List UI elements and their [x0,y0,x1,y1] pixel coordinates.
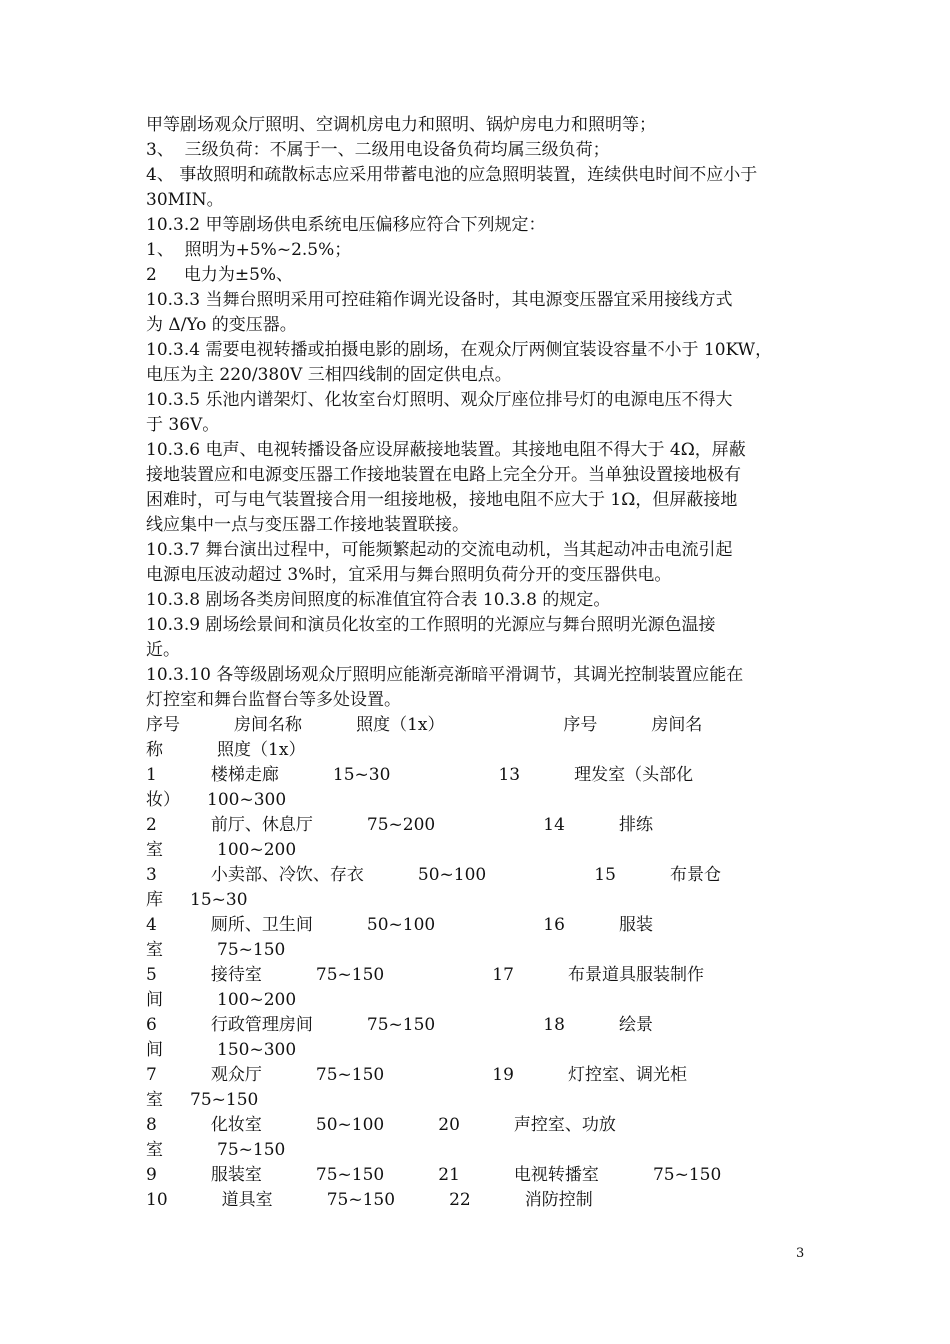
text-line: 灯控室和舞台监督台等多处设置。 [146,690,401,710]
table-row: 室 75~150 [146,940,286,960]
table-row: 7 观众厅 75~150 19 灯控室、调光柜 [146,1065,687,1085]
text-line: 近。 [146,640,180,660]
text-line: 困难时，可与电气装置接合用一组接地极，接地电阻不应大于 1Ω，但屏蔽接地 [146,490,738,510]
text-line: 于 36V。 [146,415,220,435]
text-line: 接地装置应和电源变压器工作接地装置在电路上完全分开。当单独设置接地极有 [146,465,741,485]
page-number: 3 [796,1246,805,1261]
text-line: 10.3.3 当舞台照明采用可控硅箱作调光设备时，其电源变压器宜采用接线方式 [146,290,733,310]
text-line: 为 Δ/Yo 的变压器。 [146,315,297,335]
text-line: 10.3.2 甲等剧场供电系统电压偏移应符合下列规定： [146,215,546,235]
table-row: 1 楼梯走廊 15~30 13 理发室（头部化 [146,765,694,785]
table-row: 室 100~200 [146,840,297,860]
text-line: 10.3.7 舞台演出过程中，可能频繁起动的交流电动机，当其起动冲击电流引起 [146,540,733,560]
table-row: 4 厕所、卫生间 50~100 16 服装 [146,915,653,935]
text-line: 10.3.6 电声、电视转播设备应设屏蔽接地装置。其接地电阻不得大于 4Ω，屏蔽 [146,440,746,460]
table-row: 妆） 100~300 [146,790,287,810]
text-line: 电源电压波动超过 3%时，宜采用与舞台照明负荷分开的变压器供电。 [146,565,672,585]
text-line: 30MIN。 [146,190,224,210]
text-line: 3、 三级负荷：不属于一、二级用电设备负荷均属三级负荷； [146,140,610,160]
text-line: 10.3.8 剧场各类房间照度的标准值宜符合表 10.3.8 的规定。 [146,590,611,610]
text-line: 10.3.5 乐池内谱架灯、化妆室台灯照明、观众厅座位排号灯的电源电压不得大 [146,390,733,410]
table-row: 室 75~150 [146,1090,259,1110]
text-line: 1、 照明为+5%~2.5%； [146,240,352,260]
table-row: 9 服装室 75~150 21 电视转播室 75~150 [146,1165,722,1185]
table-row: 8 化妆室 50~100 20 声控室、功放 [146,1115,616,1135]
table-row: 库 15~30 [146,890,248,910]
table-header-line: 称 照度（1x） [146,740,306,760]
text-line: 2 电力为±5%、 [146,265,294,285]
table-row: 室 75~150 [146,1140,286,1160]
table-row: 间 100~200 [146,990,297,1010]
table-row: 间 150~300 [146,1040,297,1060]
table-row: 2 前厅、休息厅 75~200 14 排练 [146,815,653,835]
text-line: 线应集中一点与变压器工作接地装置联接。 [146,515,469,535]
text-line: 10.3.4 需要电视转播或拍摄电影的剧场，在观众厅两侧宜装设容量不小于 10KW， [146,340,773,360]
table-row: 3 小卖部、冷饮、存衣 50~100 15 布景仓 [146,865,721,885]
text-line: 甲等剧场观众厅照明、空调机房电力和照明、锅炉房电力和照明等； [146,115,656,135]
text-line: 电压为主 220/380V 三相四线制的固定供电点。 [146,365,512,385]
text-line: 4、 事故照明和疏散标志应采用带蓄电池的应急照明装置，连续供电时间不应小于 [146,165,758,185]
text-line: 10.3.10 各等级剧场观众厅照明应能渐亮渐暗平滑调节，其调光控制装置应能在 [146,665,744,685]
table-row: 5 接待室 75~150 17 布景道具服装制作 [146,965,704,985]
table-row: 6 行政管理房间 75~150 18 绘景 [146,1015,653,1035]
text-line: 10.3.9 剧场绘景间和演员化妆室的工作照明的光源应与舞台照明光源色温接 [146,615,716,635]
table-header-line: 序号 房间名称 照度（1x） 序号 房间名 [146,715,703,735]
table-row: 10 道具室 75~150 22 消防控制 [146,1190,593,1210]
